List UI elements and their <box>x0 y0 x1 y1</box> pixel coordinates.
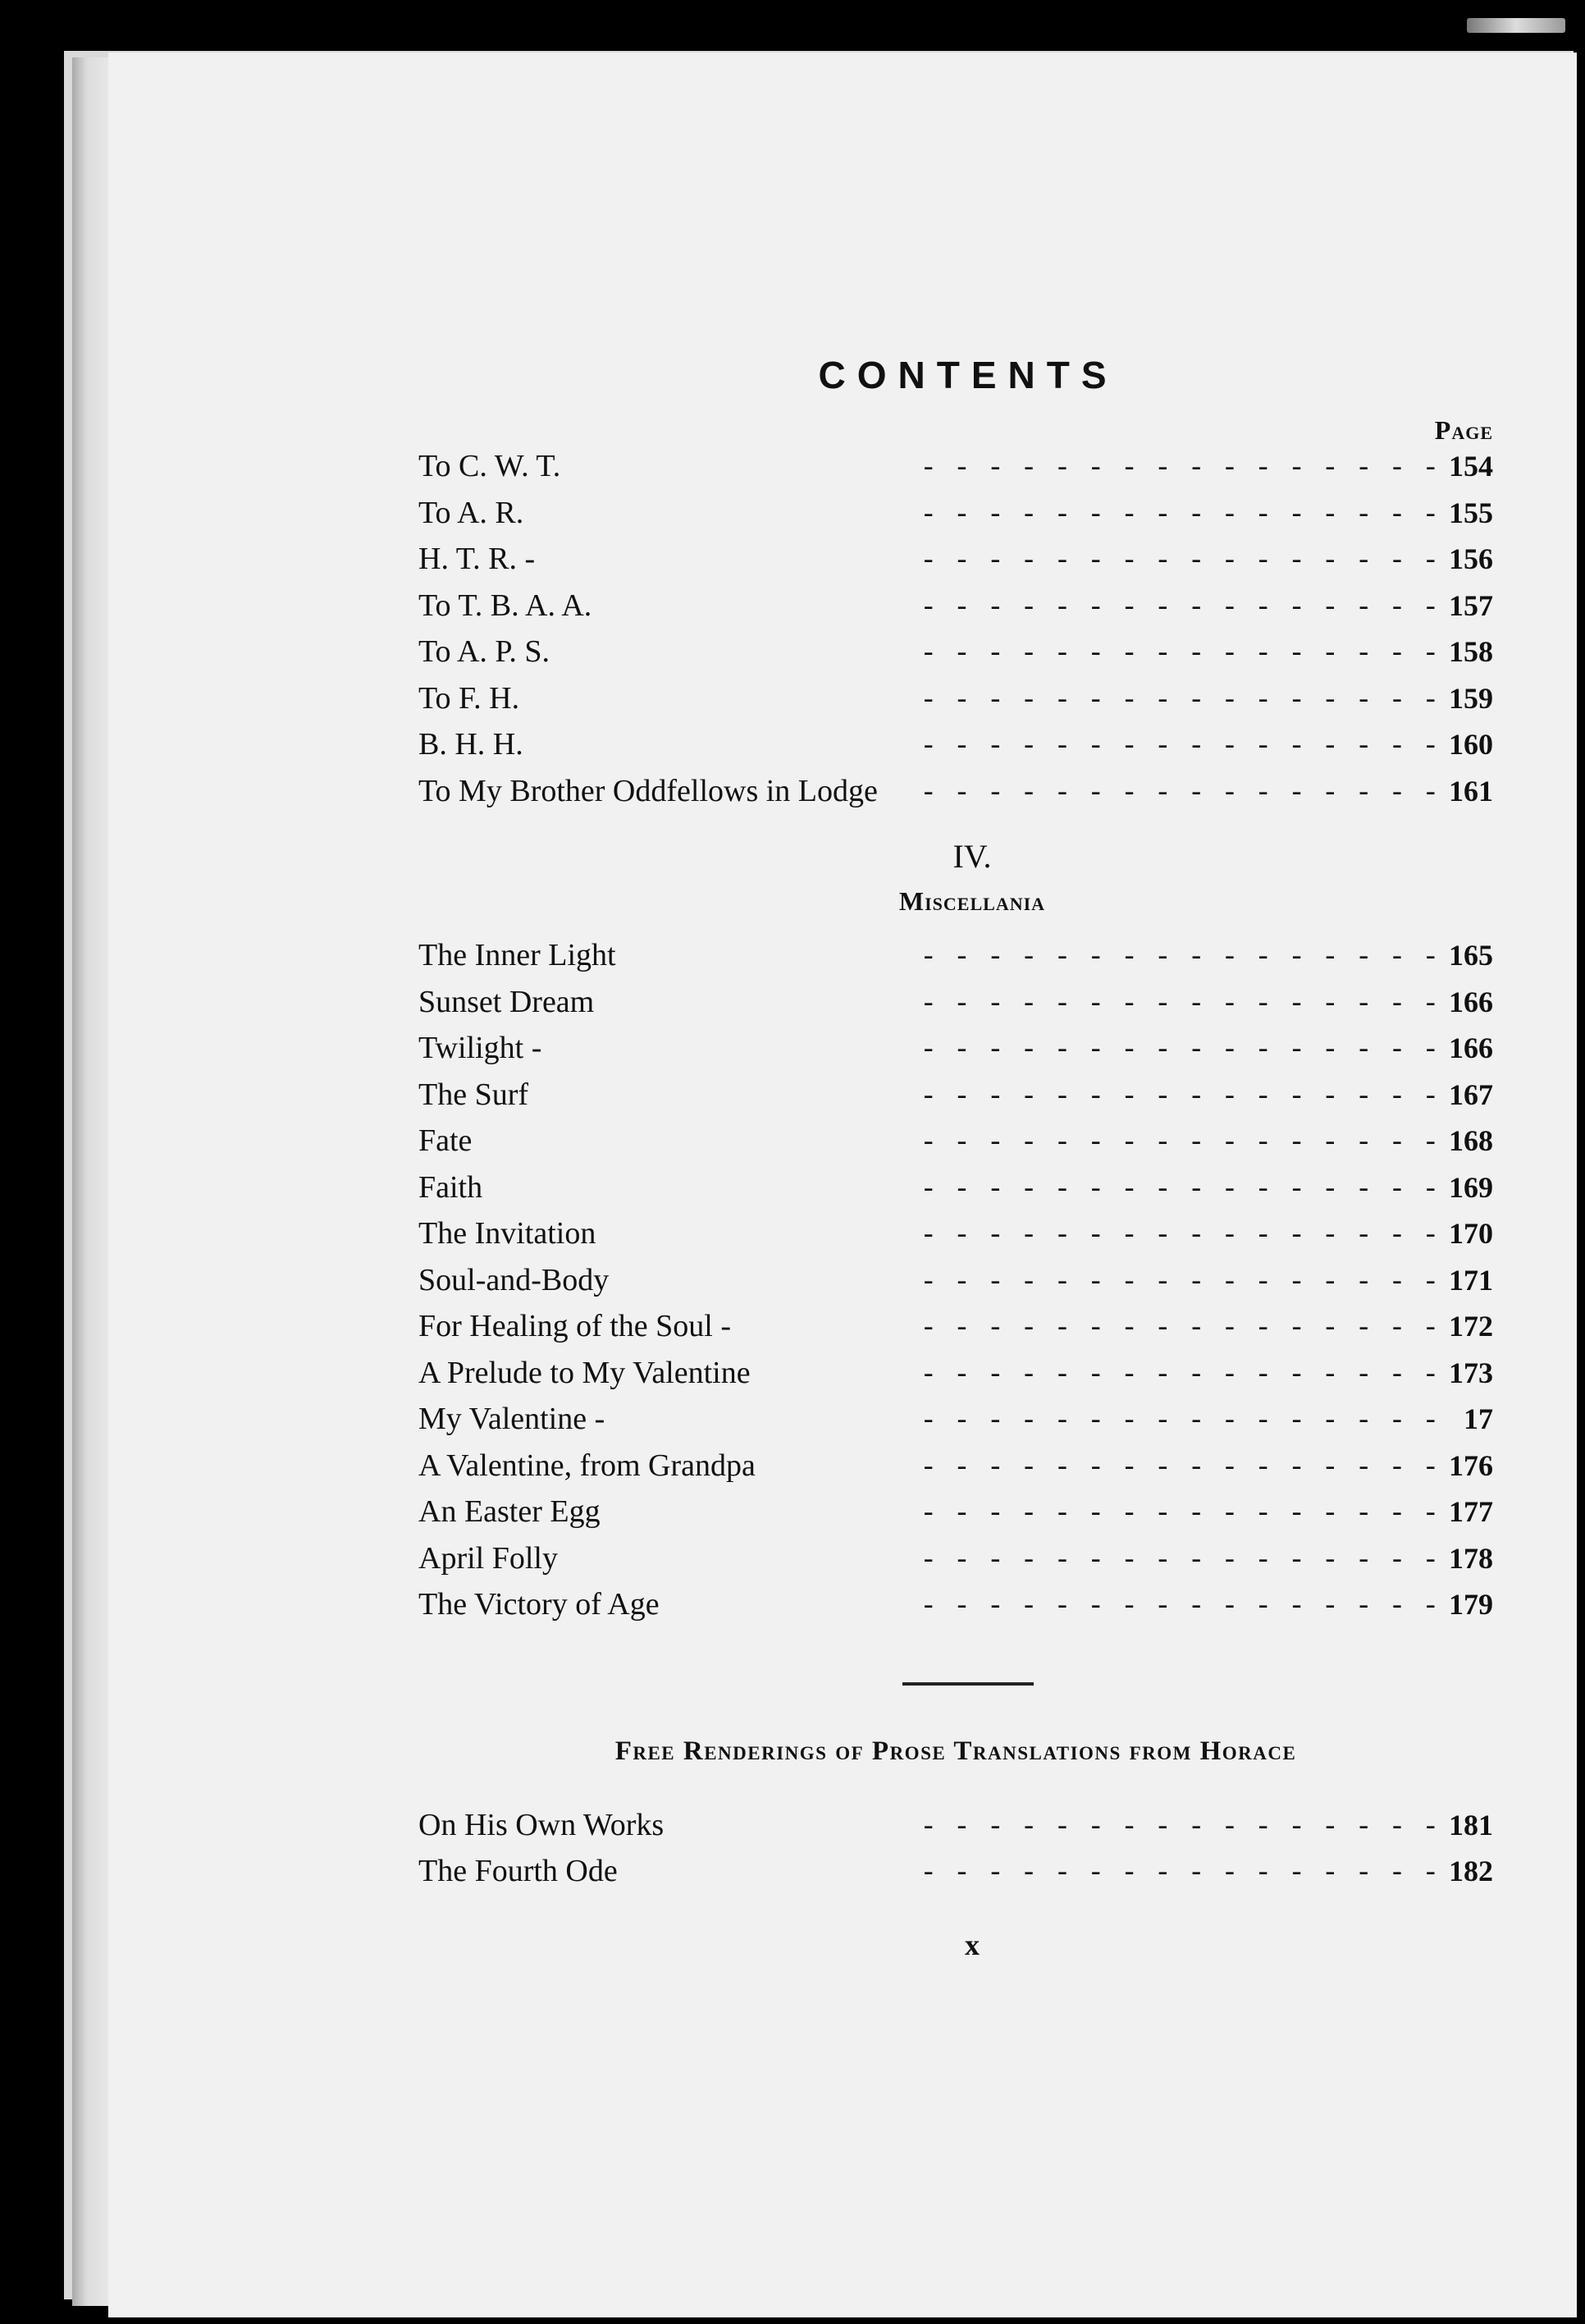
page-title: CONTENTS <box>818 354 1118 396</box>
toc-dot-leader-dashes: - - - - - - - - - - - - - - - - <box>920 778 1439 810</box>
toc-entry <box>418 1401 1493 1448</box>
toc-group-b <box>418 937 1493 1633</box>
toc-entry-title: To My Brother Oddfellows in Lodge <box>418 773 878 808</box>
toc-entry-title: My Valentine - <box>418 1402 605 1436</box>
toc-dot-leader-dashes: - - - - - - - - - - - - - - - - <box>920 639 1439 670</box>
toc-dot-leader <box>535 541 1446 578</box>
toc-dot-leader <box>482 1169 1446 1206</box>
toc-dot-leader-dashes: - - - - - - - - - - - - - - - - <box>920 1407 1439 1438</box>
toc-dot-leader-dashes: - - - - - - - - - - - - - - - - <box>920 1592 1439 1623</box>
toc-entry-title: To A. R. <box>418 495 524 530</box>
toc-entry-page: 179 <box>1449 1588 1493 1621</box>
page-binding-shadow <box>72 57 108 2306</box>
toc-dot-leader <box>472 1123 1446 1160</box>
toc-entry <box>418 726 1493 773</box>
section-divider-rule <box>902 1682 1034 1686</box>
toc-entry <box>418 680 1493 727</box>
toc-entry-title: H. T. R. - <box>418 542 536 576</box>
toc-entry-page: 154 <box>1449 450 1493 483</box>
toc-entry <box>418 1540 1493 1587</box>
toc-entry <box>418 1215 1493 1262</box>
toc-dot-leader-dashes: - - - - - - - - - - - - - - - - <box>920 500 1439 532</box>
toc-dot-leader-dashes: - - - - - - - - - - - - - - - - <box>920 1314 1439 1345</box>
toc-entry-title: For Healing of the Soul - <box>418 1309 732 1343</box>
toc-dot-leader-dashes: - - - - - - - - - - - - - - - - <box>920 943 1439 974</box>
toc-entry-title: To T. B. A. A. <box>418 588 592 623</box>
toc-dot-leader <box>731 1308 1446 1345</box>
toc-dot-leader <box>596 1215 1446 1252</box>
toc-entry-page: 166 <box>1449 1032 1493 1064</box>
toc-entry <box>418 1494 1493 1540</box>
toc-entry-page: 173 <box>1449 1356 1493 1389</box>
toc-entry-page: 176 <box>1449 1448 1493 1482</box>
toc-dot-leader <box>601 1494 1446 1530</box>
toc-dot-leader <box>523 726 1446 763</box>
toc-entry-title: B. H. H. <box>418 727 523 762</box>
toc-entry <box>418 495 1493 542</box>
page-column-label: Page <box>1434 415 1493 445</box>
toc-entry <box>418 1262 1493 1309</box>
toc-dot-leader <box>519 680 1446 717</box>
toc-entry-title: To F. H. <box>418 680 520 716</box>
toc-dot-leader-dashes: - - - - - - - - - - - - - - - - <box>920 1036 1439 1067</box>
toc-entry-title: Sunset Dream <box>418 984 595 1019</box>
toc-entry-page: 181 <box>1449 1808 1493 1841</box>
toc-entry-page: 167 <box>1449 1077 1493 1111</box>
toc-dot-leader-dashes: - - - - - - - - - - - - - - - - <box>920 685 1439 717</box>
toc-entry-title: The Surf <box>418 1077 529 1112</box>
toc-entry <box>418 1169 1493 1216</box>
toc-entry <box>418 634 1493 680</box>
toc-dot-leader-dashes: - - - - - - - - - - - - - - - - <box>920 1221 1439 1252</box>
toc-entry-page: 171 <box>1449 1263 1493 1297</box>
contents-block <box>418 353 1493 1962</box>
toc-entry-title: To C. W. T. <box>418 449 561 483</box>
toc-entry-page: 156 <box>1449 542 1493 575</box>
toc-entry-page: 172 <box>1449 1310 1493 1343</box>
toc-dot-leader <box>664 1807 1446 1844</box>
toc-entry-title: The Invitation <box>418 1216 596 1251</box>
toc-dot-leader <box>560 448 1446 485</box>
toc-dot-leader <box>756 1448 1446 1485</box>
page-folio: x <box>965 1928 980 1961</box>
toc-entry-title: The Victory of Age <box>418 1587 660 1622</box>
toc-dot-leader <box>616 937 1446 974</box>
toc-entry-title: Fate <box>418 1123 473 1158</box>
toc-entry-page: 170 <box>1449 1217 1493 1250</box>
toc-entry <box>418 588 1493 634</box>
toc-entry-title: On His Own Works <box>418 1807 665 1842</box>
section-number: IV. <box>952 838 992 875</box>
toc-entry <box>418 1448 1493 1494</box>
toc-entry-page: 17 <box>1464 1402 1493 1435</box>
toc-entry <box>418 1123 1493 1169</box>
toc-entry <box>418 1586 1493 1633</box>
toc-dot-leader-dashes: - - - - - - - - - - - - - - - - <box>920 1859 1439 1890</box>
toc-dot-leader <box>751 1355 1446 1392</box>
toc-entry-page: 161 <box>1449 774 1493 807</box>
toc-dot-leader-dashes: - - - - - - - - - - - - - - - - <box>920 592 1439 624</box>
toc-entry <box>418 1807 1493 1854</box>
section-title: Miscellania <box>898 886 1046 916</box>
scan-corner-mark <box>1467 18 1565 33</box>
toc-group-c <box>418 1807 1493 1900</box>
toc-dot-leader <box>528 1077 1446 1114</box>
toc-entry-page: 169 <box>1449 1170 1493 1204</box>
toc-dot-leader-dashes: - - - - - - - - - - - - - - - - <box>920 1360 1439 1392</box>
toc-dot-leader <box>541 1030 1446 1067</box>
toc-entry-page: 177 <box>1449 1495 1493 1528</box>
toc-entry <box>418 1030 1493 1077</box>
toc-entry-page: 166 <box>1449 985 1493 1018</box>
toc-dot-leader <box>558 1540 1446 1577</box>
toc-entry-title: An Easter Egg <box>418 1494 601 1529</box>
toc-entry-page: 155 <box>1449 496 1493 529</box>
toc-entry-title: Soul-and-Body <box>418 1262 610 1297</box>
toc-entry-page: 160 <box>1449 728 1493 761</box>
toc-dot-leader-dashes: - - - - - - - - - - - - - - - - <box>920 1545 1439 1577</box>
toc-dot-leader <box>618 1853 1446 1890</box>
toc-dot-leader <box>523 495 1446 532</box>
toc-entry <box>418 773 1493 820</box>
toc-dot-leader-dashes: - - - - - - - - - - - - - - - - <box>920 1174 1439 1206</box>
toc-entry-title: Faith <box>418 1169 483 1205</box>
toc-entry-page: 157 <box>1449 588 1493 622</box>
toc-entry-page: 168 <box>1449 1124 1493 1157</box>
toc-entry <box>418 1077 1493 1123</box>
toc-dot-leader <box>592 588 1446 624</box>
toc-dot-leader-dashes: - - - - - - - - - - - - - - - - <box>920 1452 1439 1485</box>
toc-dot-leader <box>605 1401 1446 1438</box>
toc-dot-leader-dashes: - - - - - - - - - - - - - - - - <box>920 989 1439 1021</box>
toc-entry-title: A Valentine, from Grandpa <box>418 1448 756 1483</box>
toc-entry-title: April Folly <box>418 1540 558 1576</box>
toc-entry-title: Twilight - <box>418 1031 542 1065</box>
toc-entry <box>418 1853 1493 1900</box>
toc-dot-leader-dashes: - - - - - - - - - - - - - - - - <box>920 454 1439 485</box>
toc-dot-leader <box>594 984 1446 1021</box>
toc-entry-title: To A. P. S. <box>418 634 550 669</box>
toc-entry <box>418 937 1493 984</box>
toc-entry-page: 165 <box>1449 939 1493 972</box>
toc-dot-leader-dashes: - - - - - - - - - - - - - - - - <box>920 547 1439 578</box>
toc-entry <box>418 1355 1493 1402</box>
toc-entry-page: 158 <box>1449 635 1493 668</box>
toc-entry <box>418 984 1493 1031</box>
toc-dot-leader-dashes: - - - - - - - - - - - - - - - - <box>920 732 1439 763</box>
toc-entry <box>418 541 1493 588</box>
toc-dot-leader <box>609 1262 1446 1299</box>
toc-group-a <box>418 448 1493 819</box>
toc-entry-title: A Prelude to My Valentine <box>418 1355 751 1390</box>
toc-dot-leader <box>660 1586 1446 1623</box>
toc-entry <box>418 1308 1493 1355</box>
toc-entry-title: The Inner Light <box>418 938 616 972</box>
toc-entry <box>418 448 1493 495</box>
toc-entry-page: 178 <box>1449 1541 1493 1575</box>
toc-dot-leader-dashes: - - - - - - - - - - - - - - - - <box>920 1082 1439 1114</box>
toc-dot-leader-dashes: - - - - - - - - - - - - - - - - <box>920 1128 1439 1160</box>
toc-dot-leader <box>550 634 1446 670</box>
horace-section-title: Free Renderings of Prose Translations from Horace <box>614 1736 1297 1766</box>
toc-entry-title: The Fourth Ode <box>418 1854 618 1888</box>
toc-entry-page: 159 <box>1449 681 1493 715</box>
toc-dot-leader-dashes: - - - - - - - - - - - - - - - - <box>920 1812 1439 1844</box>
toc-dot-leader-dashes: - - - - - - - - - - - - - - - - <box>920 1499 1439 1530</box>
toc-dot-leader-dashes: - - - - - - - - - - - - - - - - <box>920 1267 1439 1299</box>
toc-entry-page: 182 <box>1449 1855 1493 1887</box>
toc-dot-leader <box>878 773 1446 810</box>
